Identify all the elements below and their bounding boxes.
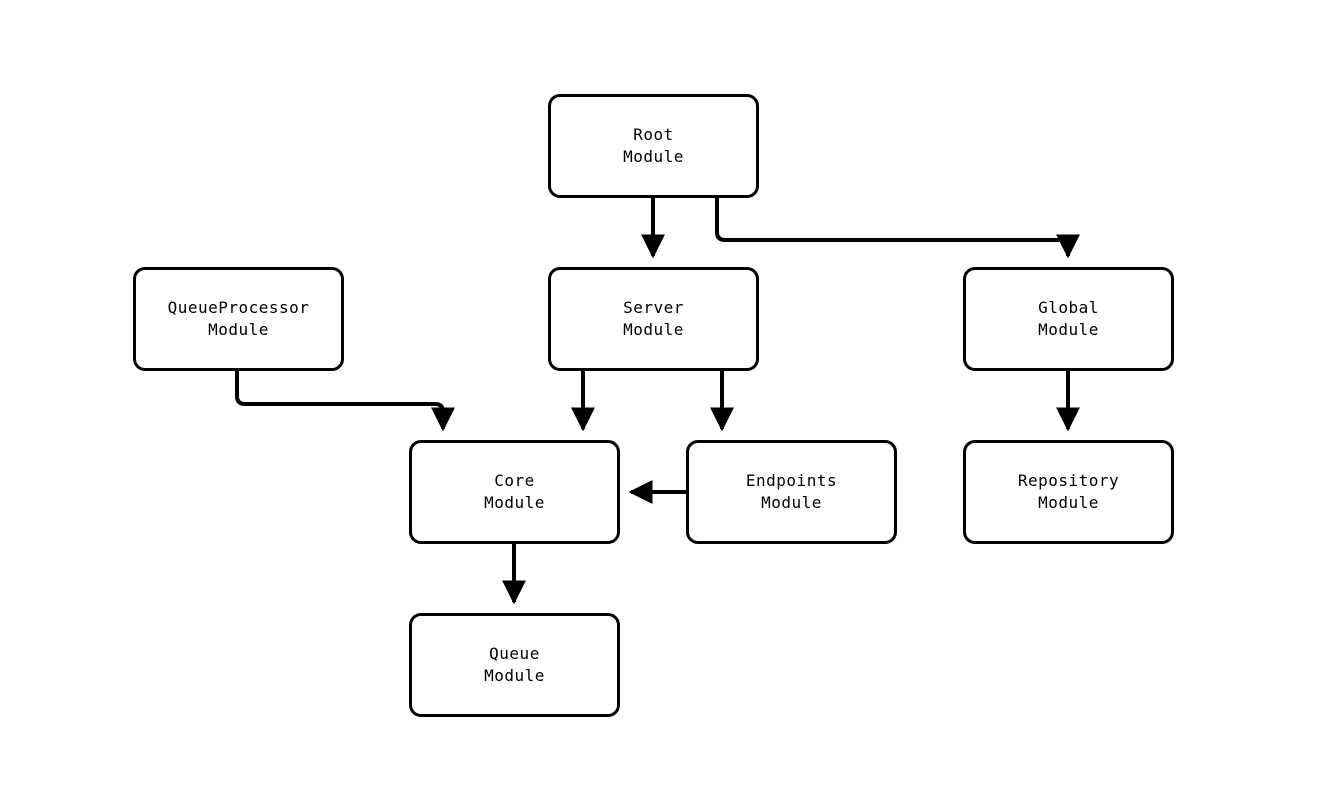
node-label-line1: Global xyxy=(1038,298,1099,317)
node-repository-module[interactable] xyxy=(963,440,1174,544)
node-label-line2: Module xyxy=(623,147,684,166)
node-label-line2: Module xyxy=(208,320,269,339)
node-label-line2: Module xyxy=(761,493,822,512)
node-label-line1: Endpoints xyxy=(745,471,838,490)
node-queue-module[interactable] xyxy=(409,613,620,717)
node-label-line1: Server xyxy=(623,298,684,317)
node-queueprocessor-module[interactable] xyxy=(133,267,344,371)
node-label-line1: Queue xyxy=(489,644,540,663)
node-label-line2: Module xyxy=(484,666,545,685)
node-global-module[interactable] xyxy=(963,267,1174,371)
node-endpoints-module[interactable] xyxy=(686,440,897,544)
node-label-line1: Root xyxy=(633,125,674,144)
node-label-line1: Repository xyxy=(1017,471,1120,490)
node-core-module[interactable] xyxy=(409,440,620,544)
edge-root-global xyxy=(717,198,1068,256)
node-root-module[interactable] xyxy=(548,94,759,198)
node-server-module[interactable] xyxy=(548,267,759,371)
node-label-line2: Module xyxy=(484,493,545,512)
edge-queueprocessor-core xyxy=(237,371,443,429)
node-label-line1: Core xyxy=(494,471,535,490)
node-label-line2: Module xyxy=(1038,493,1099,512)
node-label-line1: QueueProcessor xyxy=(167,298,310,317)
node-label-line2: Module xyxy=(623,320,684,339)
node-label-line2: Module xyxy=(1038,320,1099,339)
